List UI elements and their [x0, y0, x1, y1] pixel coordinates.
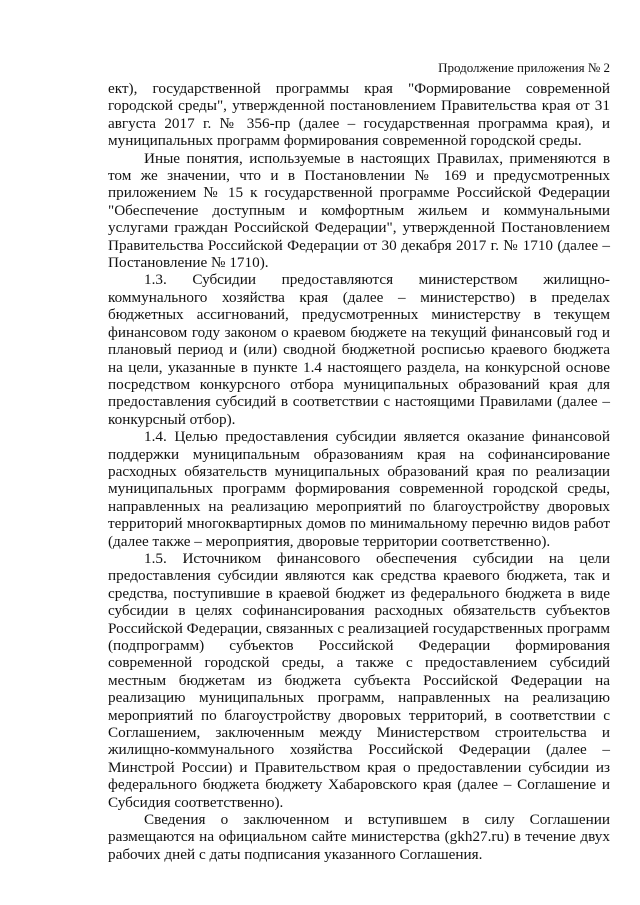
paragraph-other-terms: Иные понятия, используемые в настоящих Правилах, применяются в том же значении, что и в Постановлении № 169 и предусмотренных приложением № 15 к государственной программе Российской Федерации "Обеспечение доступным и комфортным жильем и коммунальными услугами граждан Российской Федерации", утвержденной Постановлением Правительства Российской Федерации от 30 декабря 2017 г. № 1710 (далее – Постановление № 1710).	[108, 149, 610, 272]
document-body	[108, 80, 610, 863]
paragraph-1-3-subsidies: 1.3. Субсидии предоставляются министерством жилищно-коммунального хозяйства края (далее – министерство) в пределах бюджетных ассигнований, предусмотренных министерству в текущем финансовом году законом о краевом бюджете на текущий финансовый год и плановый период и (или) сводной бюджетной росписью краевого бюджета на цели, указанные в пункте 1.4 настоящего раздела, на конкурсной основе посредством конкурсного отбора муниципальных образований края для предоставления субсидий в соответствии с настоящими Правилами (далее – конкурсный отбор).	[108, 271, 610, 428]
paragraph-1-5-funding-source: 1.5. Источником финансового обеспечения субсидии на цели предоставления субсидии являются как средства краевого бюджета, так и средства, поступившие в краевой бюджет из федерального бюджета в виде субсидии в целях софинансирования расходных обязательств субъектов Российской Федерации, связанных с реализацией государственных программ (подпрограмм) субъектов Российской Федерации формирования современной городской среды, а также с предоставлением субсидий местным бюджетам из бюджета субъекта Российской Федерации на реализацию муниципальных программ, направленных на реализацию мероприятий по благоустройству дворовых территорий, в соответствии с Соглашением, заключенным между Министерством строительства и жилищно-коммунального хозяйства Российской Федерации (далее – Минстрой России) и Правительством края о предоставлении субсидии из федерального бюджета бюджету Хабаровского края (далее – Соглашение и Субсидия соответственно).	[108, 549, 610, 811]
paragraph-1-4-purpose: 1.4. Целью предоставления субсидии является оказание финансовой поддержки муниципальным образованиям края на софинансирование расходных обязательств муниципальных образований края по реализации муниципальных программ формирования современной городской среды, направленных на реализацию мероприятий по благоустройству дворовых территорий многоквартирных домов по минимальному перечню видов работ (далее также – мероприятия, дворовые территории соответственно).	[108, 428, 610, 550]
appendix-continuation-header: Продолжение приложения № 2	[438, 60, 610, 75]
paragraph-agreement-publication: Сведения о заключенном и вступившем в силу Соглашении размещаются на официальном сайте министерства (gkh27.ru) в течение двух рабочих дней с даты подписания указанного Соглашения.	[108, 811, 610, 863]
paragraph-program-definitions: ект), государственной программы края "Формирование современной городской среды", утвержденной постановлением Правительства края от 31 августа 2017 г. № 356-пр (далее – государственная программа края), и муниципальных программ формирования современной городской среды.	[108, 80, 610, 150]
